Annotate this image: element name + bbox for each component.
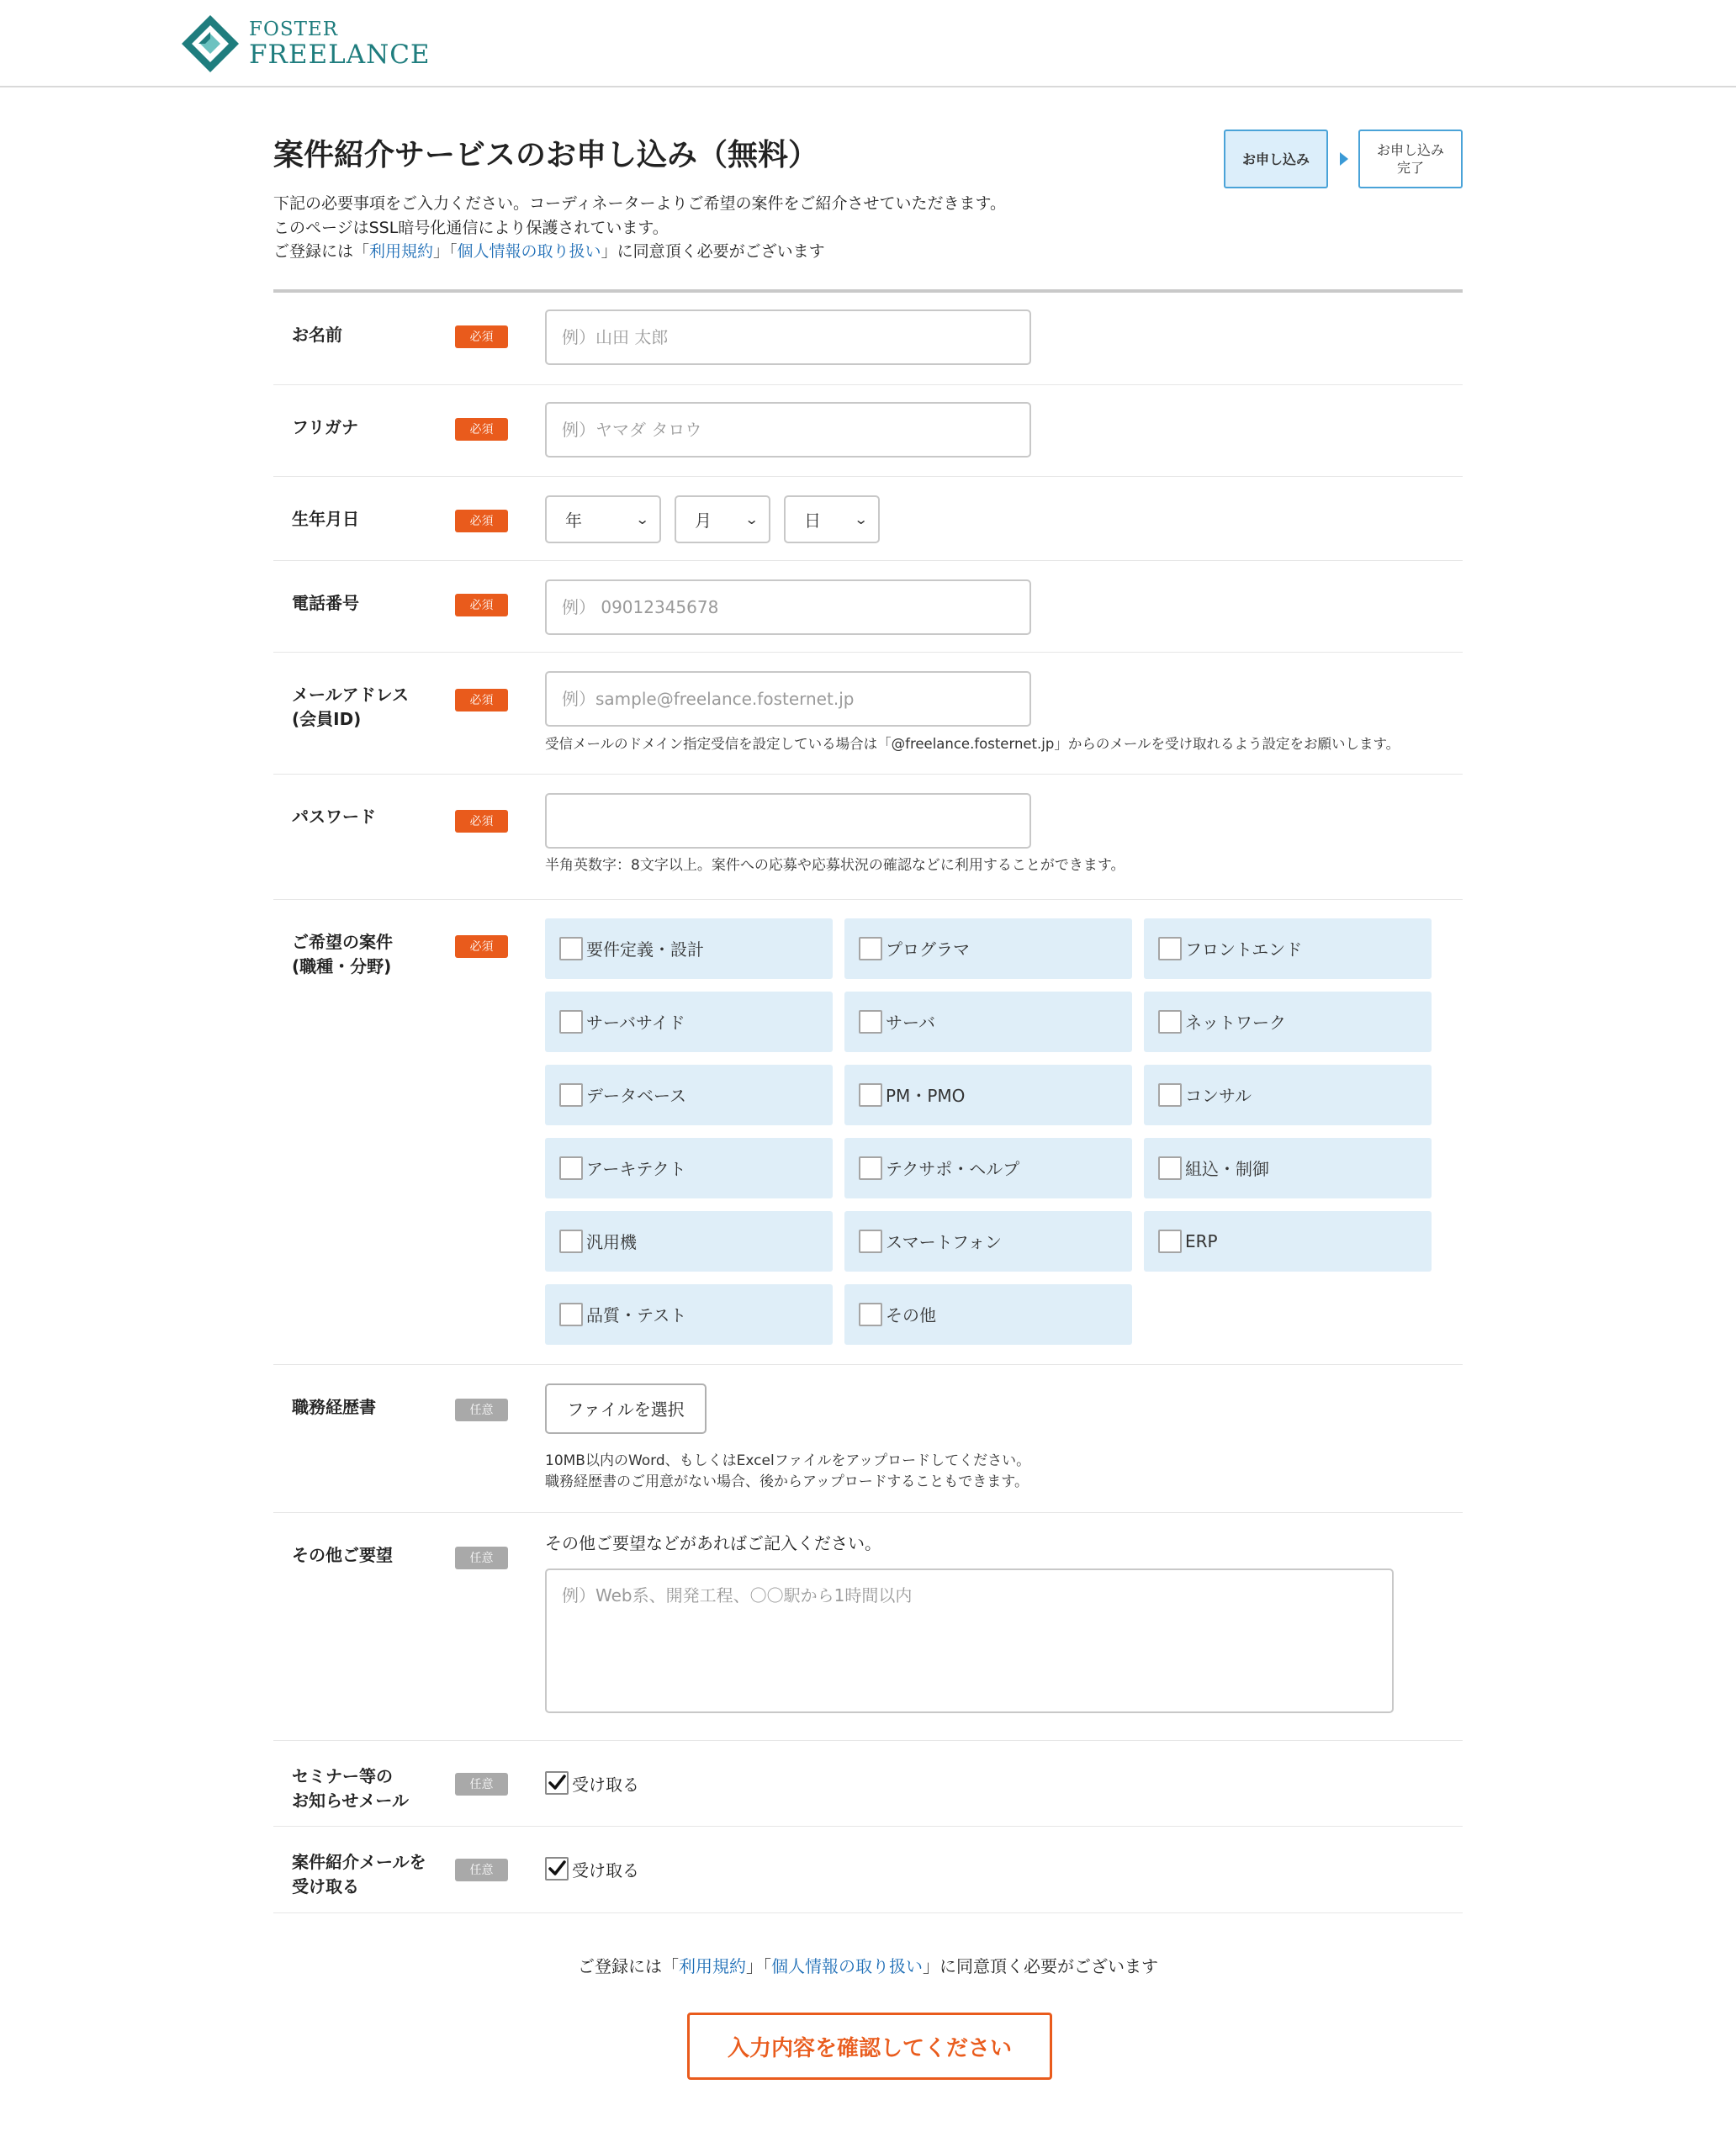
row-phone — [273, 561, 1463, 653]
step-complete: お申し込み 完了 — [1358, 130, 1463, 188]
phone-label: 電話番号 — [292, 592, 359, 613]
phone-input[interactable] — [545, 579, 1031, 635]
row-email — [273, 653, 1463, 775]
optional-badge: 任意 — [455, 1859, 508, 1881]
checkbox[interactable] — [859, 1010, 882, 1034]
logo-mark-icon — [180, 13, 241, 74]
job-option[interactable]: テクサポ・ヘルプ — [844, 1138, 1132, 1198]
job-option[interactable]: 汎用機 — [545, 1211, 833, 1272]
intro-line-3: ご登録には「利用規約」「個人情報の取り扱い」に同意頂く必要がございます — [273, 242, 825, 261]
checkbox[interactable] — [859, 1303, 882, 1326]
optional-badge: 任意 — [455, 1547, 508, 1569]
step-apply: お申し込み — [1224, 130, 1328, 188]
job-option[interactable]: コンサル — [1144, 1065, 1432, 1125]
row-seminar-mail — [273, 1741, 1463, 1827]
seminar-checkbox[interactable] — [545, 1771, 569, 1795]
kana-label: フリガナ — [292, 416, 358, 437]
terms-link[interactable]: 利用規約 — [679, 1956, 746, 1976]
checkbox[interactable] — [1158, 1156, 1182, 1180]
seminar-label: セミナー等の お知らせメール — [292, 1765, 409, 1811]
checkbox[interactable] — [859, 937, 882, 960]
jobs-label: ご希望の案件 (職種・分野) — [292, 931, 393, 976]
day-select[interactable]: 日 ⌄ — [784, 495, 880, 543]
row-birthdate — [273, 477, 1463, 561]
jobs-grid — [545, 918, 1432, 1345]
checkbox[interactable] — [1158, 1230, 1182, 1253]
password-note: 半角英数字：8文字以上。案件への応募や応募状況の確認などに利用することができます。 — [545, 856, 1125, 874]
step-arrow-icon — [1340, 152, 1348, 166]
checkmark-icon — [548, 1859, 566, 1878]
confirm-button[interactable]: 入力内容を確認してください — [687, 2013, 1052, 2080]
job-option[interactable]: プログラマ — [844, 918, 1132, 979]
intro-line-2: このページはSSL暗号化通信により保護されています。 — [273, 218, 669, 237]
checkbox[interactable] — [559, 1303, 583, 1326]
checkmark-icon — [548, 1774, 566, 1792]
job-option[interactable]: サーバサイド — [545, 992, 833, 1052]
name-input[interactable] — [545, 309, 1031, 365]
required-badge: 必須 — [455, 510, 508, 532]
required-badge: 必須 — [455, 594, 508, 616]
row-job-mail — [273, 1827, 1463, 1913]
chevron-down-icon: ⌄ — [634, 510, 650, 527]
choose-file-button[interactable]: ファイルを選択 — [545, 1383, 707, 1434]
job-option[interactable]: アーキテクト — [545, 1138, 833, 1198]
seminar-check-label: 受け取る — [572, 1774, 639, 1795]
password-label: パスワード — [292, 806, 376, 827]
job-option[interactable]: 組込・制御 — [1144, 1138, 1432, 1198]
row-password — [273, 775, 1463, 900]
row-kana — [273, 385, 1463, 477]
privacy-link[interactable]: 個人情報の取り扱い — [457, 242, 601, 261]
jobmail-label: 案件紹介メールを 受け取る — [292, 1851, 426, 1896]
checkbox[interactable] — [559, 937, 583, 960]
logo[interactable] — [180, 13, 431, 74]
birthdate-label: 生年月日 — [292, 508, 359, 529]
checkbox[interactable] — [559, 1083, 583, 1107]
checkbox[interactable] — [1158, 1083, 1182, 1107]
row-other-requests — [273, 1513, 1463, 1741]
other-label: その他ご要望 — [292, 1544, 393, 1565]
name-label: お名前 — [292, 324, 342, 345]
resume-label: 職務経歴書 — [292, 1396, 376, 1417]
job-option[interactable]: 要件定義・設計 — [545, 918, 833, 979]
checkbox[interactable] — [1158, 937, 1182, 960]
application-form — [273, 289, 1463, 1913]
kana-input[interactable] — [545, 402, 1031, 458]
main-content — [273, 126, 1463, 2061]
password-input[interactable] — [545, 793, 1031, 849]
job-option[interactable]: ERP — [1144, 1211, 1432, 1272]
seminar-checkbox-field[interactable] — [545, 1771, 639, 1796]
job-option[interactable]: PM・PMO — [844, 1065, 1132, 1125]
logo-top-text: FOSTER — [249, 18, 339, 40]
email-input[interactable] — [545, 671, 1031, 727]
checkbox[interactable] — [559, 1156, 583, 1180]
terms-link[interactable]: 利用規約 — [369, 242, 434, 261]
required-badge: 必須 — [455, 689, 508, 711]
jobmail-check-label: 受け取る — [572, 1859, 639, 1881]
jobmail-checkbox[interactable] — [545, 1857, 569, 1881]
row-desired-jobs — [273, 900, 1463, 1365]
optional-badge: 任意 — [455, 1773, 508, 1796]
month-select[interactable]: 月 ⌄ — [675, 495, 770, 543]
year-select[interactable]: 年 ⌄ — [545, 495, 661, 543]
resume-note-1: 10MB以内のWord、もしくはExcelファイルをアップロードしてください。 — [545, 1452, 1031, 1469]
job-option[interactable]: スマートフォン — [844, 1211, 1132, 1272]
row-name — [273, 293, 1463, 385]
job-option[interactable]: データベース — [545, 1065, 833, 1125]
chevron-down-icon: ⌄ — [853, 510, 869, 527]
other-textarea[interactable]: 例）Web系、開発工程、〇〇駅から1時間以内 — [545, 1568, 1394, 1713]
email-note: 受信メールのドメイン指定受信を設定している場合は「@freelance.fosternet.jp」からのメールを受け取れるよう設定をお願いします。 — [545, 735, 1400, 752]
progress-steps — [1224, 130, 1463, 188]
privacy-link[interactable]: 個人情報の取り扱い — [771, 1956, 923, 1976]
job-option[interactable]: ネットワーク — [1144, 992, 1432, 1052]
required-badge: 必須 — [455, 418, 508, 441]
bottom-agreement-text: ご登録には「利用規約」「個人情報の取り扱い」に同意頂く必要がございます — [578, 1956, 1158, 1976]
checkbox[interactable] — [559, 1230, 583, 1253]
chevron-down-icon: ⌄ — [744, 510, 760, 527]
job-option[interactable]: その他 — [844, 1284, 1132, 1345]
checkbox[interactable] — [559, 1010, 583, 1034]
intro-line-1: 下記の必要事項をご入力ください。コーディネーターよりご希望の案件をご紹介させていただきます。 — [273, 194, 1006, 213]
other-hint: その他ご要望などがあればご記入ください。 — [545, 1532, 881, 1553]
page-title: 案件紹介サービスのお申し込み（無料） — [273, 138, 819, 172]
logo-bottom-text: FREELANCE — [249, 39, 431, 70]
checkbox[interactable] — [1158, 1010, 1182, 1034]
job-option[interactable]: サーバ — [844, 992, 1132, 1052]
email-label: メールアドレス (会員ID) — [292, 684, 409, 729]
job-option[interactable]: 品質・テスト — [545, 1284, 833, 1345]
required-badge: 必須 — [455, 935, 508, 958]
optional-badge: 任意 — [455, 1399, 508, 1421]
resume-note-2: 職務経歴書のご用意がない場合、後からアップロードすることもできます。 — [545, 1473, 1029, 1490]
jobmail-checkbox-field[interactable] — [545, 1857, 639, 1881]
intro-text — [273, 192, 1463, 264]
required-badge: 必須 — [455, 810, 508, 833]
checkbox[interactable] — [859, 1083, 882, 1107]
row-resume — [273, 1365, 1463, 1513]
site-header — [0, 0, 1736, 87]
checkbox[interactable] — [859, 1230, 882, 1253]
job-option[interactable]: フロントエンド — [1144, 918, 1432, 979]
checkbox[interactable] — [859, 1156, 882, 1180]
required-badge: 必須 — [455, 325, 508, 348]
